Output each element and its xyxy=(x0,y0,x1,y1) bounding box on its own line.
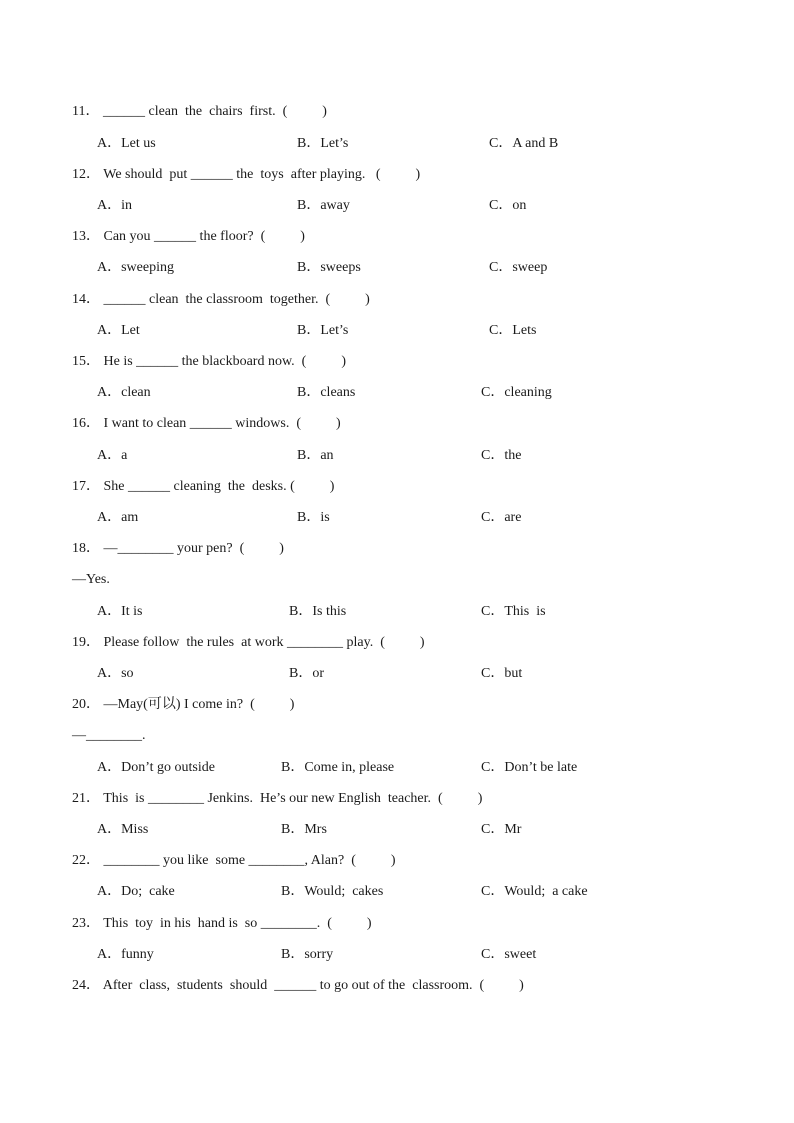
question-number: 18． xyxy=(72,541,100,556)
dialogue-reply: —________. xyxy=(72,728,146,743)
option-b: B．an xyxy=(297,448,334,463)
question-15 xyxy=(72,353,346,371)
question-text: ______ clean the classroom together. ( ) xyxy=(103,292,370,307)
option-b: B．Is this xyxy=(289,604,347,619)
question-text: This is ________ Jenkins. He’s our new English teacher. ( ) xyxy=(103,791,483,806)
question-number: 17． xyxy=(72,479,100,494)
option-a: A．Don’t go outside xyxy=(97,760,215,775)
question-number: 11． xyxy=(72,104,100,119)
question-text: She ______ cleaning the desks. ( ) xyxy=(103,479,335,494)
option-c: C．on xyxy=(489,198,527,213)
question-17 xyxy=(72,478,334,496)
question-18 xyxy=(72,540,284,558)
option-b: B．Come in, please xyxy=(281,760,395,775)
option-c: C．but xyxy=(481,666,523,681)
question-number: 24． xyxy=(72,978,100,993)
option-a: A．clean xyxy=(97,385,151,400)
question-number: 22． xyxy=(72,853,100,868)
question-text: Can you ______ the floor? ( ) xyxy=(103,229,305,244)
question-21 xyxy=(72,790,482,808)
option-a: A．It is xyxy=(97,604,143,619)
question-16 xyxy=(72,415,341,433)
question-text: —May(可以) I come in? ( ) xyxy=(103,697,295,712)
question-22 xyxy=(72,852,396,870)
question-24 xyxy=(72,977,524,995)
question-text: This toy in his hand is so ________. ( ) xyxy=(103,916,372,931)
question-number: 12． xyxy=(72,167,100,182)
option-a: A．funny xyxy=(97,947,154,962)
question-text: After class, students should ______ to go out of the classroom. ( ) xyxy=(102,978,524,993)
option-c: C．are xyxy=(481,510,522,525)
option-a: A．Let xyxy=(97,323,140,338)
option-b: B．sweeps xyxy=(297,260,361,275)
question-number: 20． xyxy=(72,697,100,712)
question-20 xyxy=(72,696,294,714)
option-b: B．away xyxy=(297,198,350,213)
question-text: —________ your pen? ( ) xyxy=(103,541,284,556)
question-12 xyxy=(72,166,420,184)
option-c: C．A and B xyxy=(489,136,559,151)
question-number: 19． xyxy=(72,635,100,650)
question-23 xyxy=(72,915,372,933)
question-text: We should put ______ the toys after playing. ( ) xyxy=(103,167,421,182)
question-14 xyxy=(72,291,370,309)
dialogue-reply: —Yes. xyxy=(72,572,110,587)
option-b: B．Mrs xyxy=(281,822,327,837)
option-b: B．Let’s xyxy=(297,323,349,338)
option-a: A．in xyxy=(97,198,132,213)
option-c: C．Would; a cake xyxy=(481,884,588,899)
question-text: He is ______ the blackboard now. ( ) xyxy=(103,354,346,369)
option-c: C．the xyxy=(481,448,522,463)
option-c: C．sweet xyxy=(481,947,537,962)
option-c: C．sweep xyxy=(489,260,548,275)
question-number: 15． xyxy=(72,354,100,369)
question-number: 21． xyxy=(72,791,100,806)
option-b: B．sorry xyxy=(281,947,334,962)
option-b: B．is xyxy=(297,510,330,525)
question-number: 13． xyxy=(72,229,100,244)
option-a: A．Do; cake xyxy=(97,884,175,899)
option-a: A．sweeping xyxy=(97,260,174,275)
option-a: A．so xyxy=(97,666,134,681)
option-c: C．Mr xyxy=(481,822,522,837)
question-text: I want to clean ______ windows. ( ) xyxy=(103,416,341,431)
question-11 xyxy=(72,103,327,121)
option-b: B．cleans xyxy=(297,385,356,400)
question-number: 14． xyxy=(72,292,100,307)
option-b: B．Let’s xyxy=(297,136,349,151)
question-13 xyxy=(72,228,305,246)
question-number: 23． xyxy=(72,916,100,931)
option-b: B．or xyxy=(289,666,324,681)
question-text: Please follow the rules at work ________ play. ( ) xyxy=(103,635,425,650)
option-b: B．Would; cakes xyxy=(281,884,384,899)
option-a: A．a xyxy=(97,448,128,463)
option-c: C．Lets xyxy=(489,323,537,338)
option-c: C．Don’t be late xyxy=(481,760,578,775)
option-c: C．cleaning xyxy=(481,385,552,400)
question-19 xyxy=(72,634,425,652)
question-text: ________ you like some ________, Alan? ( ) xyxy=(103,853,396,868)
question-text: ______ clean the chairs first. ( ) xyxy=(102,104,327,119)
option-a: A．am xyxy=(97,510,139,525)
option-c: C．This is xyxy=(481,604,546,619)
question-number: 16． xyxy=(72,416,100,431)
option-a: A．Let us xyxy=(97,136,156,151)
option-a: A．Miss xyxy=(97,822,149,837)
